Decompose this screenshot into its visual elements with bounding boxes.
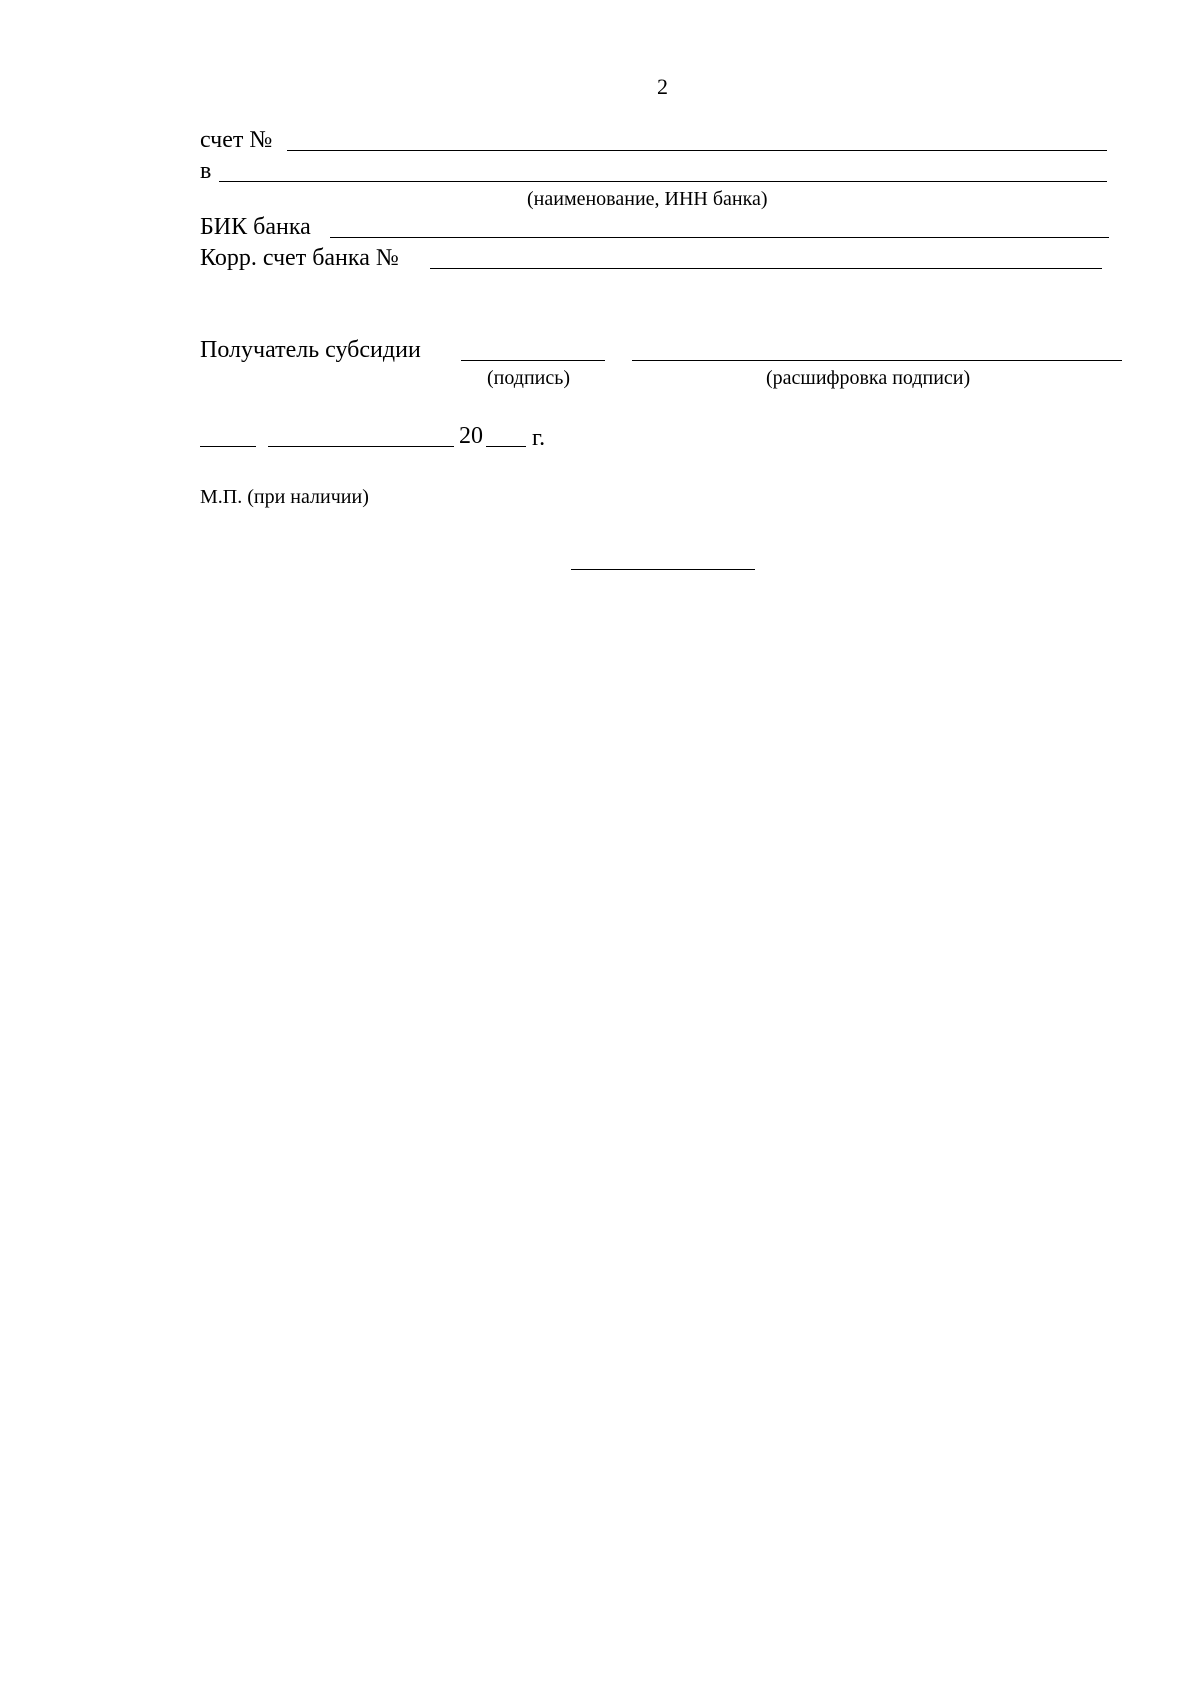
signature-caption: (подпись) [487,367,571,389]
year-suffix: г. [532,425,546,451]
stamp-note: М.П. (при наличии) [200,486,369,508]
closing-separator [571,569,755,570]
bik-field[interactable] [330,237,1109,238]
bank-caption: (наименование, ИНН банка) [527,188,768,210]
page-number: 2 [657,74,668,99]
year-prefix: 20 [459,423,483,449]
account-number-field[interactable] [287,150,1107,151]
signature-field[interactable] [461,360,605,361]
date-month-field[interactable] [268,446,454,447]
decode-caption: (расшифровка подписи) [766,367,971,389]
recipient-label: Получатель субсидии [200,337,421,363]
date-year-field[interactable] [486,446,526,447]
date-day-field[interactable] [200,446,256,447]
account-label: счет № [200,127,273,153]
bank-prefix: в [200,158,212,184]
signature-decode-field[interactable] [632,360,1122,361]
corr-account-field[interactable] [430,268,1102,269]
bik-label: БИК банка [200,214,311,240]
corr-account-label: Корр. счет банка № [200,245,399,271]
bank-name-field[interactable] [219,181,1107,182]
